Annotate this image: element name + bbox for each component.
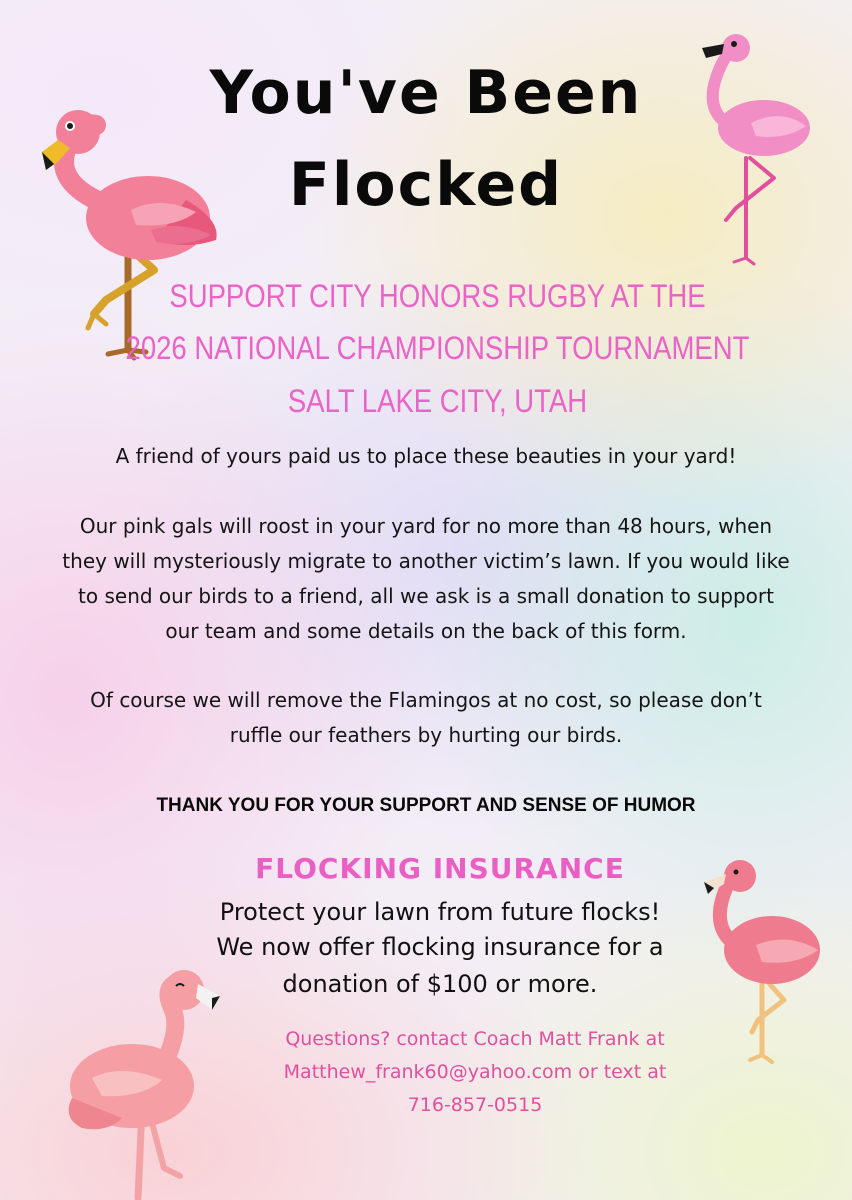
roost-text-line-4: our team and some details on the back of this form. xyxy=(165,619,687,643)
subtitle-line-1: SUPPORT CITY HONORS RUGBY AT THE xyxy=(169,278,706,314)
flamingo-icon xyxy=(52,968,222,1200)
thank-you-text: THANK YOU FOR YOUR SUPPORT AND SENSE OF HUMOR xyxy=(156,795,696,816)
contact-phone: 716-857-0515 xyxy=(407,1094,543,1116)
subtitle-line-3: SALT LAKE CITY, UTAH xyxy=(287,383,588,419)
insurance-heading: FLOCKING INSURANCE xyxy=(255,852,625,885)
page-title-line-1: You've Been xyxy=(209,58,643,128)
roost-text-line-3: to send our birds to a friend, all we ask is a small donation to support xyxy=(78,584,774,608)
removal-text-line-1: Of course we will remove the Flamingos at no cost, so please don’t xyxy=(90,688,762,712)
roost-text-line-2: they will mysteriously migrate to another victim’s lawn. If you would like xyxy=(62,549,790,573)
contact-text-line-1: Questions? contact Coach Matt Frank at xyxy=(285,1028,665,1050)
subtitle-line-2: 2026 NATIONAL CHAMPIONSHIP TOURNAMENT xyxy=(125,330,750,366)
removal-text-line-2: ruffle our feathers by hurting our birds. xyxy=(229,723,623,747)
insurance-text-line-3: donation of $100 or more. xyxy=(282,970,598,998)
intro-text: A friend of yours paid us to place these beauties in your yard! xyxy=(115,444,737,468)
insurance-text-line-2: We now offer flocking insurance for a xyxy=(216,933,664,961)
roost-text-line-1: Our pink gals will roost in your yard for no more than 48 hours, when xyxy=(79,514,773,538)
page-title-line-2: Flocked xyxy=(288,150,564,220)
contact-email: Matthew_frank60@yahoo.com or text at xyxy=(283,1061,667,1083)
insurance-text-line-1: Protect your lawn from future flocks! xyxy=(219,898,661,926)
